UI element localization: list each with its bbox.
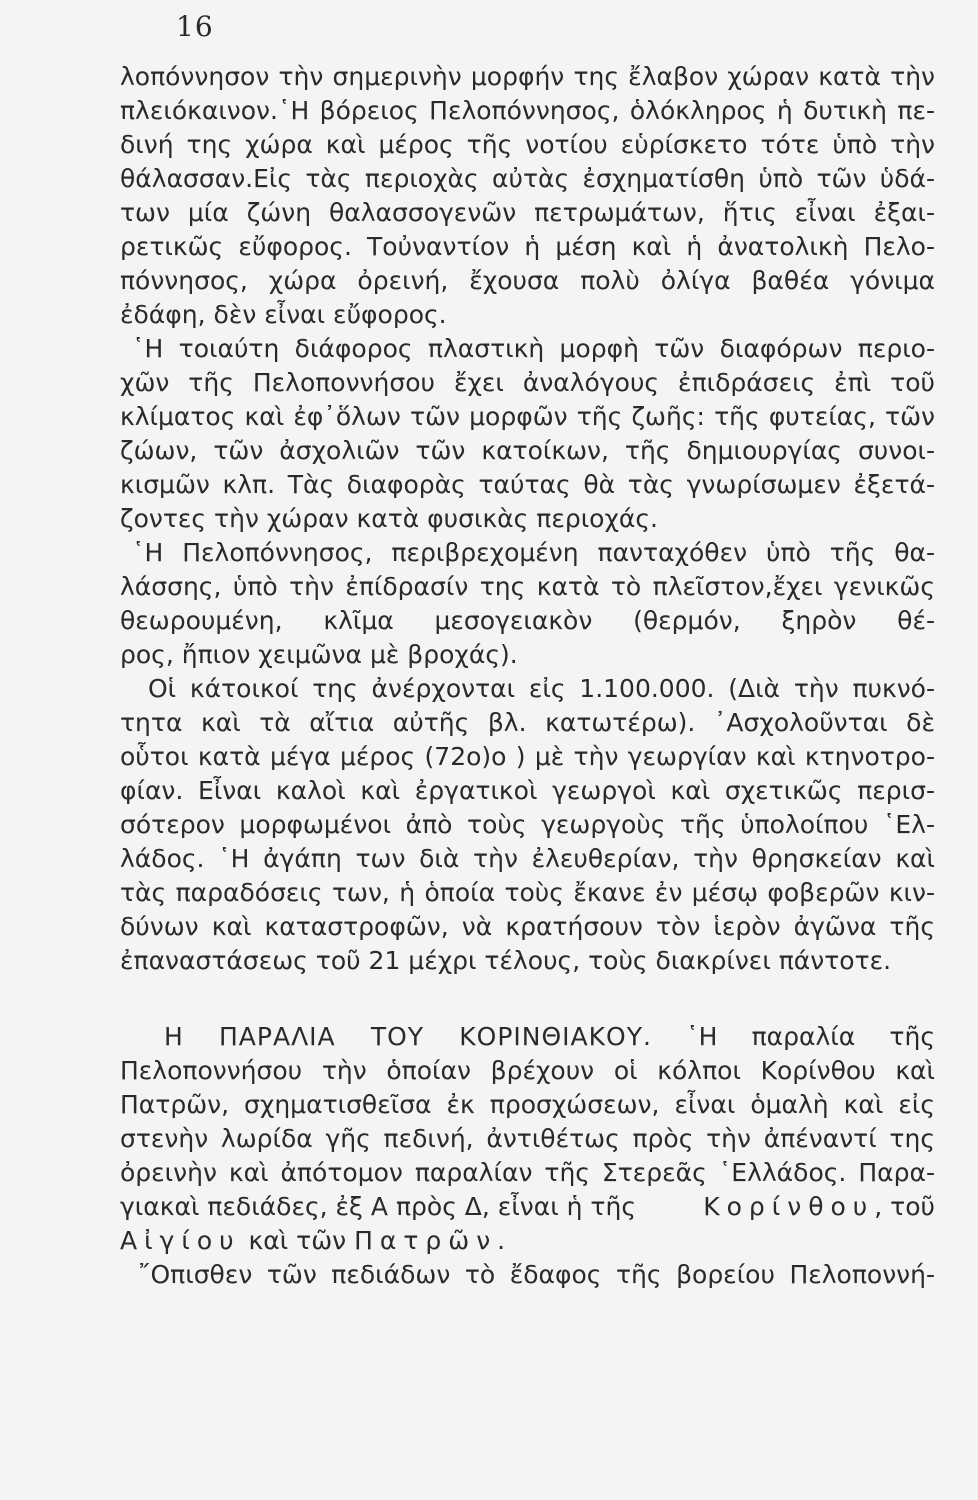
text-line: τητα καὶ τὰ αἴτια αὐτῆς βλ. κατωτέρω). ᾿Ασχολοῦνται δὲ	[120, 708, 935, 737]
text-line: λοπόννησον τὴν σημερινὴν μορφήν της ἔλαβον χώραν κατὰ τὴν	[120, 62, 935, 91]
text-line: Οἱ κάτοικοί της ἀνέρχονται εἰς 1.100.000. (Διὰ τὴν πυκνό-	[148, 674, 935, 703]
text-run: καὶ τῶν	[248, 1226, 347, 1255]
text-line: ζώων, τῶν ἀσχολιῶν τῶν κατοίκων, τῆς δημιουργίας συνοι-	[120, 436, 935, 465]
text-run: γιακαὶ πεδιάδες, ἐξ Α πρὸς Δ, εἶναι ἡ τῆς	[120, 1192, 636, 1221]
section-heading: Η ΠΑΡΑΛΙΑ ΤΟΥ ΚΟΡΙΝΘΙΑΚΟΥ.	[164, 1022, 652, 1051]
text-line: ζοντες τὴν χώραν κατὰ φυσικὰς περιοχάς.	[120, 504, 659, 533]
text-line: πλειόκαινον.῾Η βόρειος Πελοπόννησος, ὁλόκληρος ἡ δυτικὴ πε-	[120, 96, 935, 125]
text-run	[703, 1190, 935, 1224]
section-first-line-rest: ῾Η παραλία τῆς	[686, 1022, 935, 1051]
text-line: ῎Οπισθεν τῶν πεδιάδων τὸ ἔδαφος τῆς βορείου Πελοποννή-	[138, 1260, 935, 1289]
text-line: θεωρουμένη, κλῖμα μεσογειακὸν (θερμόν, ξηρὸν θέ-	[120, 606, 935, 635]
text-line: Πελοποννήσου τὴν ὁποίαν βρέχουν οἱ κόλποι Κορίνθου καὶ	[120, 1056, 935, 1085]
text-line: κισμῶν κλπ. Τὰς διαφορὰς ταύτας θὰ τὰς γνωρίσωμεν ἐξετά-	[120, 470, 935, 499]
text-line: ἐπαναστάσεως τοῦ 21 μέχρι τέλους, τοὺς διακρίνει πάντοτε.	[120, 946, 892, 975]
text-line: ῾Η τοιαύτη διάφορος πλαστικὴ μορφὴ τῶν διαφόρων περιο-	[132, 334, 935, 363]
spaced-word-patron: Πατρῶν.	[354, 1226, 513, 1255]
text-line: οὗτοι κατὰ μέγα μέρος (72ο)ο ) μὲ τὴν γεωργίαν καὶ κτηνοτρο-	[120, 742, 935, 771]
text-line: λάσσης, ὑπὸ τὴν ἐπίδρασίν της κατὰ τὸ πλεῖστον,ἔχει γενικῶς	[120, 572, 935, 601]
text-line: δύνων καὶ καταστροφῶν, νὰ κρατήσουν τὸν ἱερὸν ἀγῶνα τῆς	[120, 912, 935, 941]
text-line: θάλασσαν.Εἰς τὰς περιοχὰς αὐτὰς ἐσχηματίσθη ὑπὸ τῶν ὑδά-	[120, 164, 935, 193]
text-line: λάδος. ῾Η ἀγάπη των διὰ τὴν ἐλευθερίαν, τὴν θρησκείαν καὶ	[120, 844, 935, 873]
text-line: χῶν τῆς Πελοποννήσου ἔχει ἀναλόγους ἐπιδράσεις ἐπὶ τοῦ	[120, 368, 935, 397]
text-line: των μία ζώνη θαλασσογενῶν πετρωμάτων, ἥτις εἶναι ἐξαι-	[120, 198, 935, 227]
page-number: 16	[176, 10, 214, 43]
text-line: ρετικῶς εὔφορος. Τοὐναντίον ἡ μέση καὶ ἡ ἀνατολικὴ Πελο-	[120, 232, 935, 261]
text-line: πόννησος, χώρα ὀρεινή, ἔχουσα πολὺ ὀλίγα βαθέα γόνιμα	[120, 266, 935, 295]
text-run: , τοῦ	[874, 1192, 935, 1221]
text-line: δινή της χώρα καὶ μέρος τῆς νοτίου εὑρίσκετο τότε ὑπὸ τὴν	[120, 130, 935, 159]
spaced-word-aigiou: Αἰγίου	[120, 1226, 241, 1255]
text-line: σότερον μορφωμένοι ἀπὸ τοὺς γεωργοὺς τῆς ὑπολοίπου ῾Ελ-	[120, 810, 935, 839]
text-line: κλίματος καὶ ἐφ᾽ὅλων τῶν μορφῶν τῆς ζωῆς: τῆς φυτείας, τῶν	[120, 402, 935, 431]
text-line: στενὴν λωρίδα γῆς πεδινή, ἀντιθέτως πρὸς τὴν ἀπέναντί της	[120, 1124, 935, 1153]
section-heading-line	[120, 1020, 935, 1054]
text-line: Πατρῶν, σχηματισθεῖσα ἐκ προσχώσεων, εἶναι ὁμαλὴ καὶ εἰς	[120, 1090, 935, 1119]
text-line: φίαν. Εἶναι καλοὶ καὶ ἐργατικοὶ γεωργοὶ καὶ σχετικῶς περισ-	[120, 776, 935, 805]
text-line	[120, 1224, 935, 1258]
text-line: τὰς παραδόσεις των, ἡ ὁποία τοὺς ἔκανε ἐν μέσῳ φοβερῶν κιν-	[120, 878, 935, 907]
text-line: ρος, ἤπιον χειμῶνα μὲ βροχάς).	[120, 640, 518, 669]
text-line: ῾Η Πελοπόννησος, περιβρεχομένη πανταχόθεν ὑπὸ τῆς θα-	[132, 538, 935, 567]
spaced-word-korinthou: Κορίνθου	[703, 1192, 875, 1221]
text-line: ὀρεινὴν καὶ ἀπότομον παραλίαν τῆς Στερεᾶς ῾Ελλάδος. Παρα-	[120, 1158, 935, 1187]
text-line: ἐδάφη, δὲν εἶναι εὔφορος.	[120, 300, 447, 329]
text-line	[120, 1190, 935, 1224]
